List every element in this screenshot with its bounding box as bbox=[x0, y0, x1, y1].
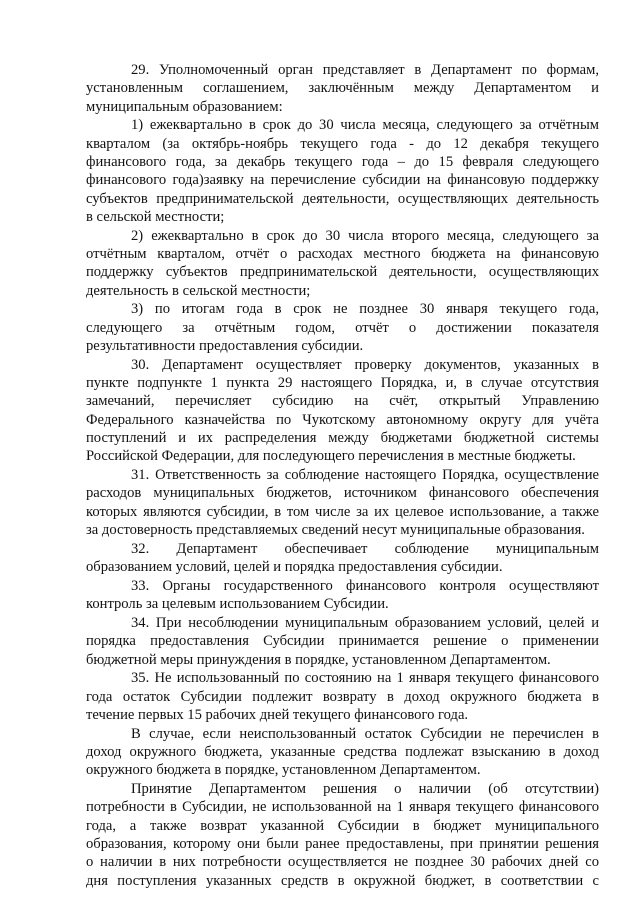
text-line: 35. Не использованный по состоянию на 1 января текущего финансового bbox=[131, 670, 599, 687]
text-line: 33. Органы государственного финансового контроля осуществляют bbox=[131, 577, 599, 594]
text-line: 30. Департамент осуществляет проверку документов, указанных в bbox=[131, 356, 599, 373]
text-line: поступлений и их распределения между бюджетами бюджетной системы bbox=[86, 429, 599, 446]
paragraph-p33 bbox=[86, 577, 599, 614]
text-line: года, а также возврат указанной Субсидии в бюджет муниципального bbox=[86, 817, 599, 834]
paragraph-p35-c bbox=[86, 780, 599, 890]
text-line: 32. Департамент обеспечивает соблюдение муниципальным bbox=[131, 540, 599, 557]
paragraph-p30 bbox=[86, 356, 599, 466]
paragraph-p35 bbox=[86, 669, 599, 724]
text-line: года остаток Субсидии подлежит возврату в доход окружного бюджета в bbox=[86, 688, 599, 705]
text-line: субъектов предпринимательской деятельности, осуществляющих деятельность bbox=[86, 190, 599, 207]
text-line: замечаний, перечисляет субсидию на счёт, открытый Управлению bbox=[86, 393, 599, 410]
text-line: финансового года, за декабрь текущего года – до 15 февраля следующего bbox=[86, 153, 599, 170]
paragraph-p35-b bbox=[86, 725, 599, 780]
text-line: результативности предоставления субсидии. bbox=[86, 337, 364, 354]
document-page bbox=[86, 61, 599, 890]
text-line: доход окружного бюджета, указанные средства подлежат взысканию в доход bbox=[86, 743, 599, 760]
text-line: Принятие Департаментом решения о наличии (об отсутствии) bbox=[131, 781, 599, 798]
text-line: поддержку субъектов предпринимательской деятельности, осуществляющих bbox=[86, 264, 599, 281]
text-line: Российской Федерации, для последующего перечисления в местные бюджеты. bbox=[86, 448, 576, 465]
paragraph-p29-3 bbox=[86, 300, 599, 355]
paragraph-p29-2 bbox=[86, 227, 599, 300]
text-line: которых являются субсидии, в том числе за их целевое использование, а также bbox=[86, 503, 599, 520]
text-line: потребности в Субсидии, не использованной на 1 января текущего финансового bbox=[86, 799, 599, 816]
text-line: 34. При несоблюдении муниципальным образованием условий, целей и bbox=[131, 614, 599, 631]
text-line: 29. Уполномоченный орган представляет в Департамент по формам, bbox=[131, 62, 599, 78]
text-line: течение первых 15 рабочих дней текущего финансового года. bbox=[86, 706, 469, 723]
paragraph-p29-1 bbox=[86, 116, 599, 226]
text-line: образованием условий, целей и порядка предоставления субсидии. bbox=[86, 559, 503, 576]
text-line: расходов муниципальных бюджетов, источником финансового обеспечения bbox=[86, 485, 599, 502]
text-line: окружного бюджета в порядке, установленном Департаментом. bbox=[86, 762, 481, 779]
text-line: установленным соглашением, заключённым между Департаментом и bbox=[86, 80, 599, 97]
text-line: муниципальным образованием: bbox=[86, 98, 283, 115]
text-line: порядка предоставления Субсидии принимается решение о применении bbox=[86, 633, 599, 650]
text-line: 2) ежеквартально в срок до 30 числа второго месяца, следующего за bbox=[131, 227, 599, 244]
text-line: за достоверность представляемых сведений несут муниципальные образования. bbox=[86, 521, 585, 538]
paragraph-p32 bbox=[86, 540, 599, 577]
paragraph-p34 bbox=[86, 614, 599, 669]
text-line: деятельность в сельской местности; bbox=[86, 282, 311, 299]
paragraph-p31 bbox=[86, 466, 599, 539]
text-line: 31. Ответственность за соблюдение настоящего Порядка, осуществление bbox=[131, 467, 599, 484]
text-line: образования, которому они были ранее предоставлены, при принятии решения bbox=[86, 835, 599, 852]
text-line: финансового года)заявку на перечисление субсидии на финансовую поддержку bbox=[86, 172, 599, 189]
text-line: следующего за отчётным годом, отчёт о достижении показателя bbox=[86, 319, 599, 336]
text-line: отчётным кварталом, отчёт о расходах местного бюджета на финансовую bbox=[86, 245, 599, 262]
text-line: пункте подпункте 1 пункта 29 настоящего Порядка, и, в случае отсутствия bbox=[86, 375, 599, 392]
text-line: кварталом (за октябрь-ноябрь текущего года - до 12 декабря текущего bbox=[86, 135, 599, 152]
text-line: В случае, если неиспользованный остаток Субсидии не перечислен в bbox=[131, 725, 599, 742]
text-line: бюджетной меры принуждения в порядке, установленном Департаментом. bbox=[86, 651, 551, 668]
text-line: контроль за целевым использованием Субсидии. bbox=[86, 596, 389, 613]
text-line: дня поступления указанных средств в окружной бюджет, в соответствии с bbox=[86, 872, 599, 889]
text-line: 1) ежеквартально в срок до 30 числа месяца, следующего за отчётным bbox=[131, 117, 599, 134]
text-line: Федерального казначейства по Чукотскому автономному округу для учёта bbox=[86, 411, 599, 428]
text-line: о наличии в них потребности осуществляется не позднее 30 рабочих дней со bbox=[86, 854, 599, 871]
paragraph-p29 bbox=[86, 61, 599, 116]
text-line: в сельской местности; bbox=[86, 208, 225, 225]
text-line: 3) по итогам года в срок не позднее 30 января текущего года, bbox=[131, 301, 599, 318]
